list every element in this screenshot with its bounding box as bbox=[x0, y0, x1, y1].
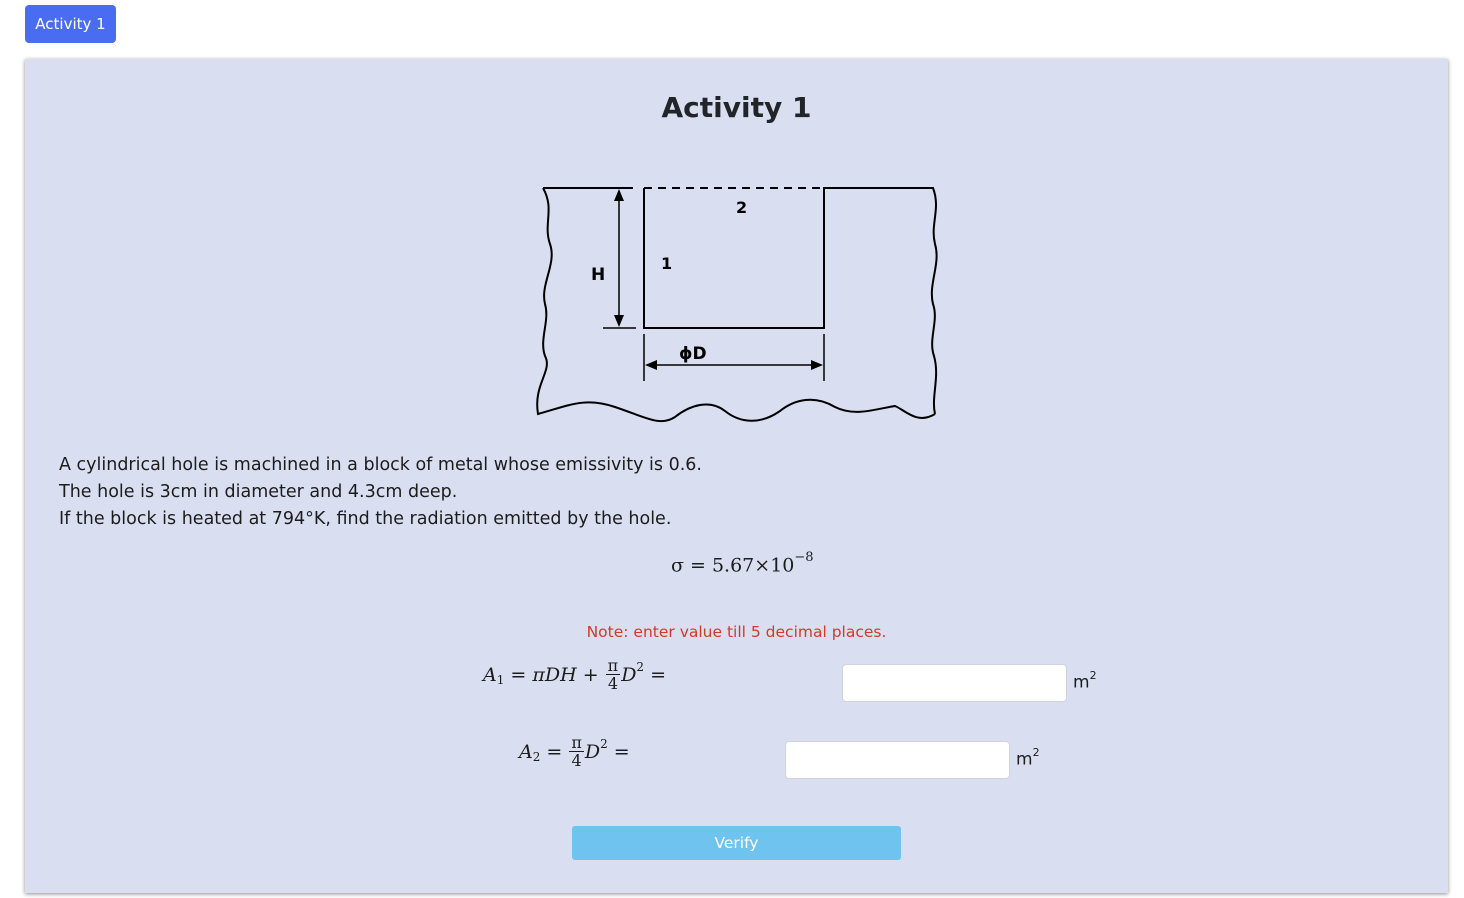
diameter-arrow-left-icon bbox=[645, 360, 657, 370]
eq-a2-frac-num: π bbox=[571, 733, 582, 752]
problem-line: A cylindrical hole is machined in a block of metal whose emissivity is 0.6. bbox=[59, 455, 702, 475]
eq-a2-frac-den: 4 bbox=[571, 751, 582, 770]
activity-tab-button[interactable]: Activity 1 bbox=[25, 5, 116, 43]
verify-button[interactable]: Verify bbox=[572, 826, 901, 860]
eq-a1-frac-den: 4 bbox=[607, 674, 619, 693]
stefan-boltzmann-constant bbox=[671, 550, 814, 577]
eq-a2-symbol: A bbox=[519, 740, 533, 763]
equation-a2 bbox=[519, 734, 630, 769]
eq-a2-power: 2 bbox=[600, 736, 608, 751]
eq-a2-middle: = bbox=[540, 740, 569, 763]
sigma-value: σ = 5.67×10 bbox=[671, 554, 795, 577]
height-label: H bbox=[591, 265, 606, 285]
eq-a2-var: D bbox=[584, 740, 601, 763]
eq-a2-suffix: = bbox=[607, 740, 630, 763]
surface-2-label: 2 bbox=[736, 198, 748, 217]
eq-a1-fraction bbox=[606, 657, 621, 692]
eq-a1-var: D bbox=[621, 663, 637, 686]
eq-a1-power: 2 bbox=[636, 659, 645, 674]
eq-a1-symbol: A bbox=[483, 663, 497, 686]
decimal-note: Note: enter value till 5 decimal places. bbox=[586, 623, 887, 641]
page-title: Activity 1 bbox=[661, 91, 812, 124]
a2-unit bbox=[1016, 748, 1040, 770]
height-arrow-bottom-icon bbox=[614, 315, 624, 327]
a2-unit-base: m bbox=[1016, 749, 1033, 770]
a2-answer-input[interactable] bbox=[785, 741, 1010, 779]
eq-a1-subscript: 1 bbox=[496, 672, 505, 687]
eq-a1-middle: = πDH + bbox=[504, 663, 605, 686]
a1-unit-power: 2 bbox=[1089, 669, 1097, 682]
a1-unit bbox=[1073, 671, 1097, 693]
eq-a1-frac-num: π bbox=[607, 656, 619, 675]
a1-answer-input[interactable] bbox=[842, 664, 1067, 702]
block-outline-right bbox=[823, 188, 937, 414]
sigma-exponent: −8 bbox=[794, 550, 814, 565]
cylindrical-hole-diagram bbox=[535, 181, 945, 431]
height-arrow-top-icon bbox=[614, 189, 624, 201]
diameter-label: ϕD bbox=[679, 344, 707, 364]
a1-unit-base: m bbox=[1073, 672, 1090, 693]
problem-line: If the block is heated at 794°K, find the radiation emitted by the hole. bbox=[59, 509, 672, 529]
problem-statement bbox=[59, 452, 702, 533]
diameter-arrow-right-icon bbox=[811, 360, 823, 370]
block-outline-left bbox=[537, 188, 935, 421]
a2-unit-power: 2 bbox=[1032, 746, 1040, 759]
eq-a1-suffix: = bbox=[644, 663, 667, 686]
activity-panel bbox=[25, 59, 1448, 893]
problem-line: The hole is 3cm in diameter and 4.3cm deep. bbox=[59, 482, 458, 502]
surface-1-label: 1 bbox=[661, 254, 673, 273]
eq-a2-subscript: 2 bbox=[532, 749, 541, 764]
eq-a2-fraction bbox=[569, 734, 584, 769]
equation-a1 bbox=[483, 657, 666, 692]
